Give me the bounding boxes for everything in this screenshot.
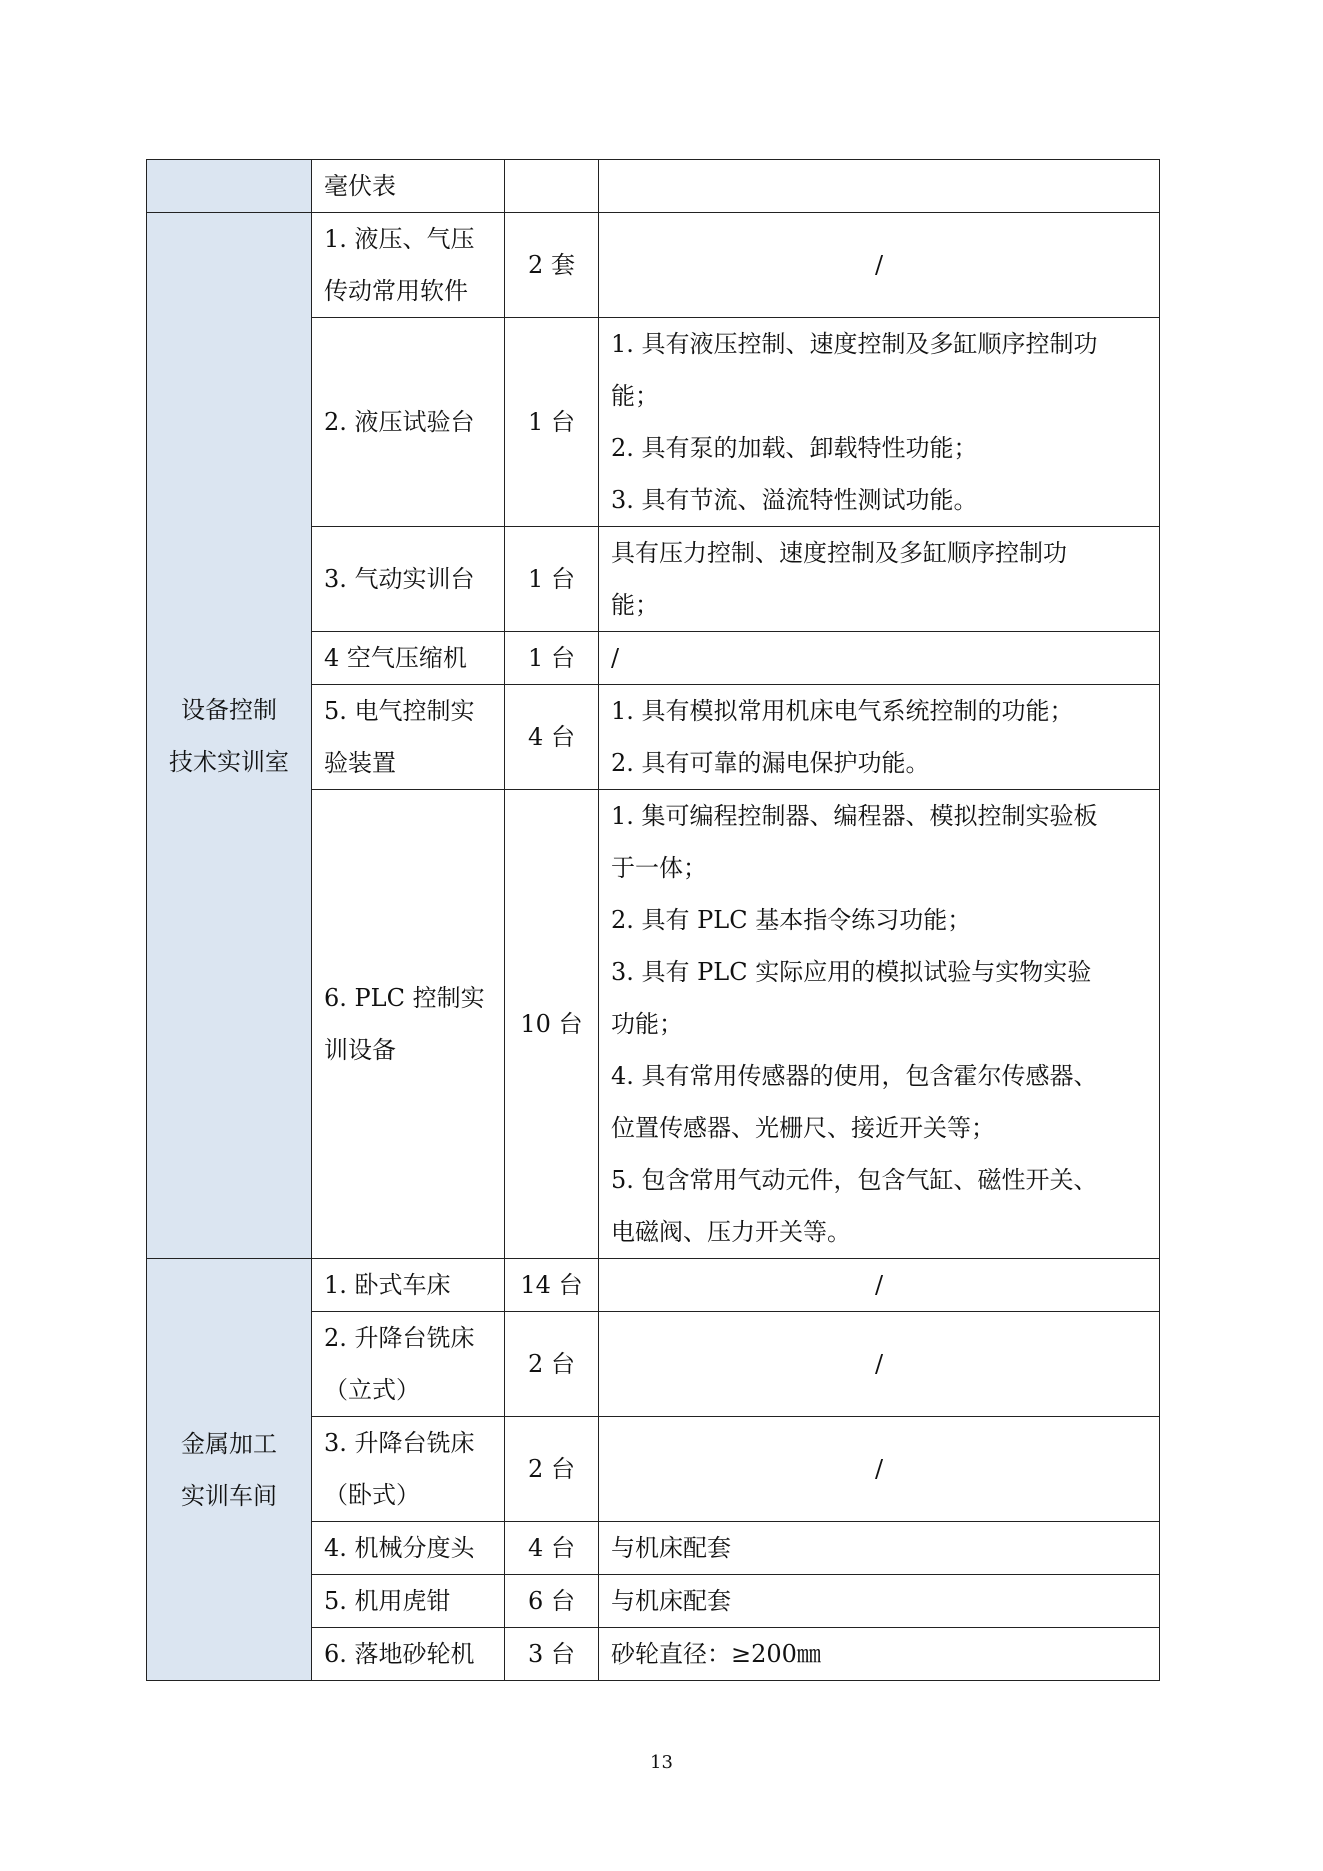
equipment-quantity: 3 台 [505,1628,599,1681]
equipment-requirements: / [599,1417,1160,1522]
equipment-name: 3. 气动实训台 [312,527,505,632]
room-cell-continued [147,160,312,213]
page-number: 13 [650,1752,673,1773]
equipment-name: 毫伏表 [312,160,505,213]
equipment-quantity: 4 台 [505,685,599,790]
equipment-requirements: 1. 具有液压控制、速度控制及多缸顺序控制功 能； 2. 具有泵的加载、卸载特性功能； 3. 具有节流、溢流特性测试功能。 [599,318,1160,527]
equipment-quantity [505,160,599,213]
equipment-name: 2. 液压试验台 [312,318,505,527]
equipment-requirements: / [599,1312,1160,1417]
equipment-requirements: / [599,1259,1160,1312]
equipment-name: 4 空气压缩机 [312,632,505,685]
equipment-requirements: 1. 集可编程控制器、编程器、模拟控制实验板 于一体； 2. 具有 PLC 基本指令练习功能； 3. 具有 PLC 实际应用的模拟试验与实物实验 功能； 4. 具有常用传感器的使用，包含霍尔传感器、 位置传感器、光栅尺、接近开关等； 5. 包含常用气动元件，包含气缸、磁性开关、 电磁阀、压力开关等。 [599,790,1160,1259]
equipment-name: 1. 卧式车床 [312,1259,505,1312]
equipment-name: 3. 升降台铣床 （卧式） [312,1417,505,1522]
equipment-quantity: 2 台 [505,1312,599,1417]
table-row [147,1259,1160,1312]
room-cell-device-control: 设备控制 技术实训室 [147,213,312,1259]
equipment-name: 6. 落地砂轮机 [312,1628,505,1681]
equipment-quantity: 14 台 [505,1259,599,1312]
equipment-name: 1. 液压、气压 传动常用软件 [312,213,505,318]
equipment-name: 6. PLC 控制实 训设备 [312,790,505,1259]
equipment-requirements: 1. 具有模拟常用机床电气系统控制的功能； 2. 具有可靠的漏电保护功能。 [599,685,1160,790]
equipment-name: 5. 机用虎钳 [312,1575,505,1628]
equipment-table [146,159,1160,1681]
equipment-quantity: 4 台 [505,1522,599,1575]
equipment-quantity: 1 台 [505,632,599,685]
equipment-requirements: 具有压力控制、速度控制及多缸顺序控制功 能； [599,527,1160,632]
equipment-quantity: 2 台 [505,1417,599,1522]
table-row [147,160,1160,213]
equipment-requirements: 与机床配套 [599,1522,1160,1575]
equipment-quantity: 6 台 [505,1575,599,1628]
equipment-quantity: 10 台 [505,790,599,1259]
equipment-quantity: 1 台 [505,527,599,632]
equipment-name: 5. 电气控制实 验装置 [312,685,505,790]
table-row [147,213,1160,318]
equipment-quantity: 2 套 [505,213,599,318]
equipment-requirements [599,160,1160,213]
equipment-name: 4. 机械分度头 [312,1522,505,1575]
equipment-quantity: 1 台 [505,318,599,527]
equipment-requirements: / [599,213,1160,318]
equipment-requirements: 与机床配套 [599,1575,1160,1628]
equipment-name: 2. 升降台铣床 （立式） [312,1312,505,1417]
equipment-requirements: / [599,632,1160,685]
equipment-requirements: 砂轮直径：≥200㎜ [599,1628,1160,1681]
room-cell-metal-processing: 金属加工 实训车间 [147,1259,312,1681]
